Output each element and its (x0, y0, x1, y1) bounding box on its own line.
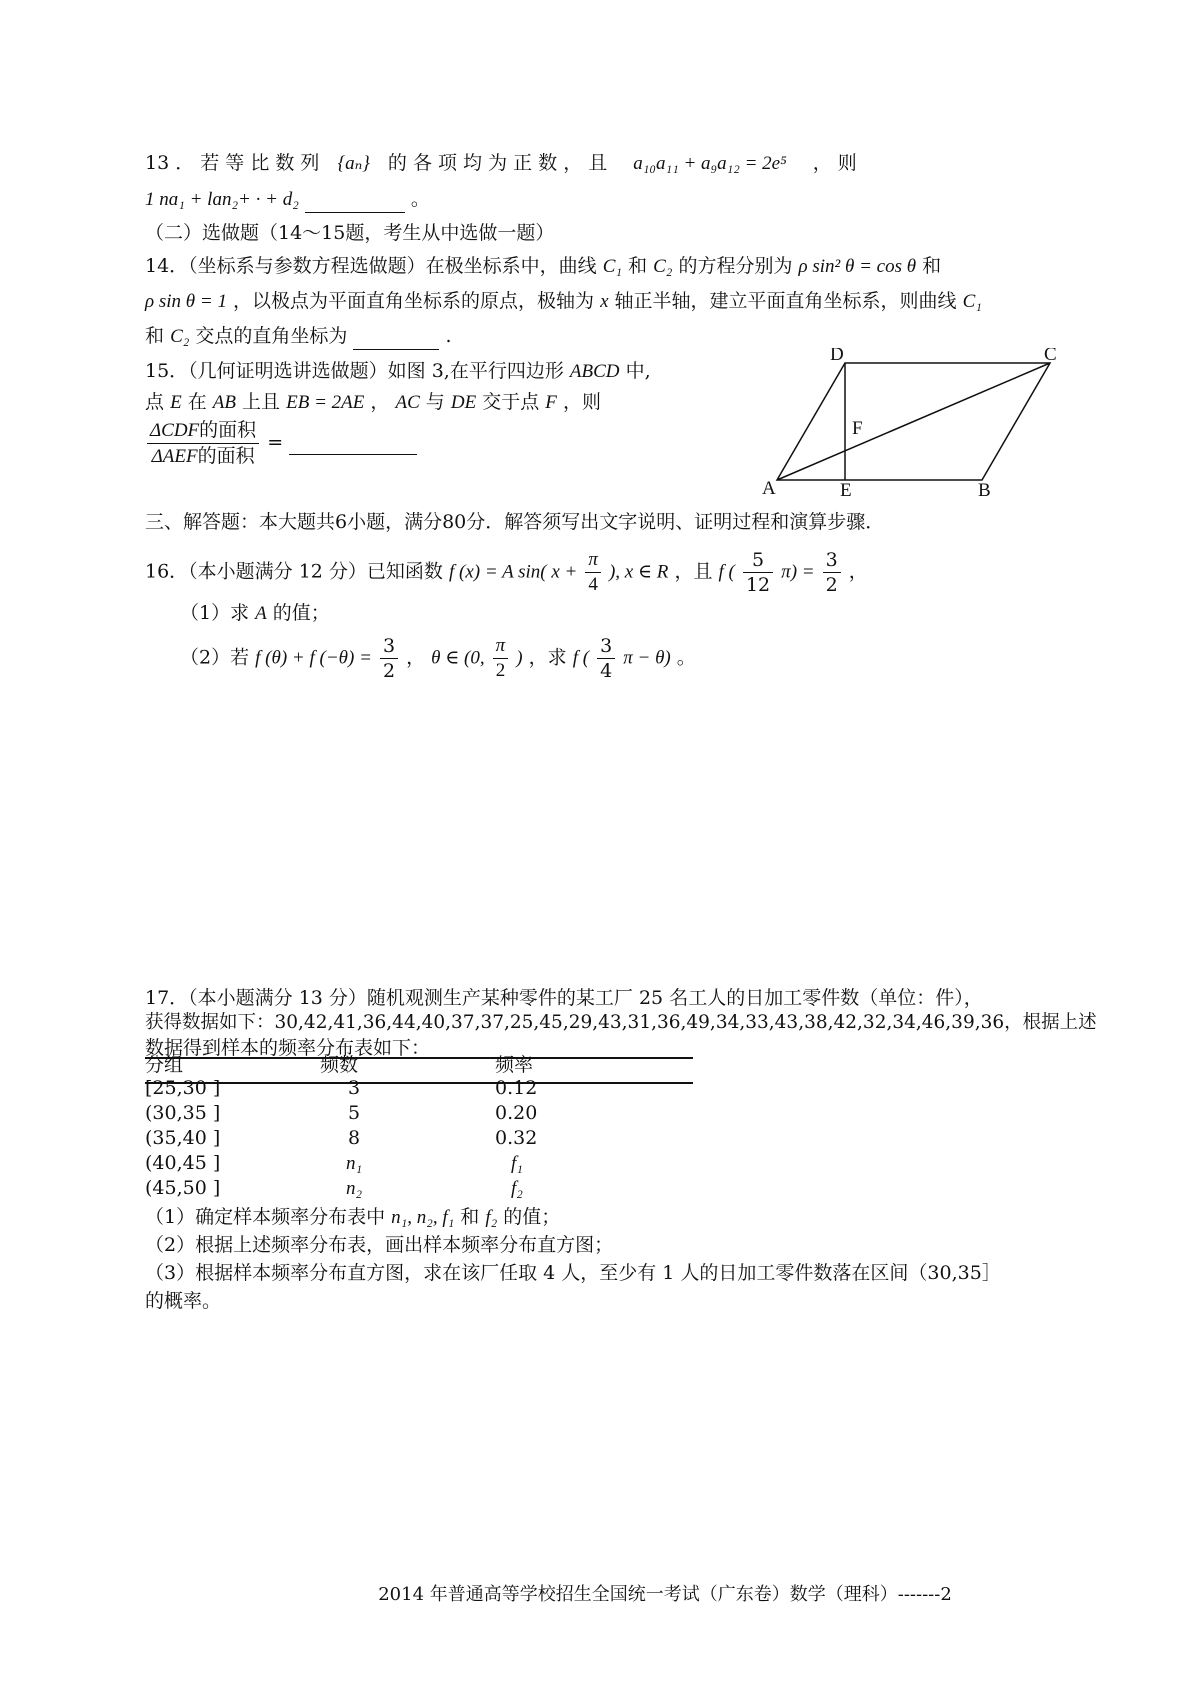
q15-line2: 点 E 在 AB 上且 EB = 2AE ， AC 与 DE 交于点 F ，则 (145, 391, 601, 413)
q16-line1: 16．（本小题满分 12 分）已知函数 f (x) = A sin( x + $\frac{\pi}{4}$ ), x ∈ R ，且 f ( $\frac{5}{12}$ π) = $\frac{3}{2}$ ， (145, 549, 868, 596)
q13-expression: 1 nɑ₁ + lɑn₂+ · + d₂ (145, 189, 299, 210)
q17-part3-cont: 的概率。 (145, 1290, 222, 1312)
page-footer: 2014 年普通高等学校招生全国统一考试（广东卷）数学（理科）-------2 (378, 1584, 952, 1605)
label-d: D (830, 348, 844, 365)
q13-line1: 13 ． 若 等 比 数 列 {aₙ} 的 各 项 均 为 正 数 ， 且 a₁₀a₁₁ + a₉a₁₂ = 2e⁵ ， 则 (145, 152, 857, 174)
header-group: 分组 (145, 1054, 184, 1076)
label-c: C (1044, 348, 1057, 365)
frequency-table (145, 1054, 693, 1201)
q14-line2: ρ sin θ = 1 ，以极点为平面直角坐标系的原点，极轴为 x 轴正半轴，建立平面直角坐标系，则曲线 C₁ (145, 290, 982, 312)
section-optional-heading: （二）选做题（14～15题，考生从中选做一题） (145, 222, 555, 244)
q17-line3: 数据得到样本的频率分布表如下： (145, 1037, 431, 1059)
q15-ratio: $\frac{\text{ΔCDF的面积}}{\text{ΔAEF的面积}}$ = (145, 418, 417, 469)
parallelogram-figure (760, 348, 1060, 500)
label-b: B (978, 480, 991, 500)
q17-part3: （3）根据样本频率分布直方图，求在该厂任取 4 人，至少有 1 人的日加工零件数落在区间（30,35］ (145, 1262, 1001, 1284)
q14-line3: 和 C₂ 交点的直角坐标为 . (145, 323, 452, 350)
area-ratio-fraction: $\frac{\text{ΔCDF的面积}}{\text{ΔAEF的面积}}$ (147, 418, 259, 469)
table-row: (30,35 ] 5 0.20 (145, 1102, 538, 1124)
section3-heading: 三、解答题：本大题共6小题，满分80分．解答须写出文字说明、证明过程和演算步骤． (145, 511, 885, 533)
table-row: (35,40 ] 8 0.32 (145, 1127, 538, 1149)
header-frequency: 频率 (495, 1054, 534, 1076)
label-a: A (762, 478, 776, 499)
table-row: (40,45 ] n₁ f₁ (145, 1152, 523, 1174)
q14-equation-2: ρ sin θ = 1 (145, 291, 227, 312)
q13-condition: a₁₀a₁₁ + a₉a₁₂ = 2e⁵ (633, 153, 787, 174)
q17-part1: （1）确定样本频率分布表中 n₁, n₂, f₁ 和 f₂ 的值； (145, 1206, 561, 1228)
q16-part2: （2）若 f (θ) + f (−θ) = $\frac{3}{2}$ ， θ ∈ (0, $\frac{\pi}{2}$ ) ，求 f ( $\frac{3}{4}$ π − θ) 。 (180, 635, 696, 682)
q17-line2: 获得数据如下：30,42,41,36,44,40,37,37,25,45,29,43,31,36,49,34,33,43,38,42,32,34,46,39,36，根据上述 (145, 1012, 1097, 1033)
table-row: (45,50 ] n₂ f₂ (145, 1177, 523, 1199)
q13-answer-blank (305, 186, 405, 213)
q16-part1: （1）求 A 的值； (180, 602, 330, 624)
table-row: [25,30 ] 3 0.12 (145, 1077, 538, 1099)
table-header-rule (145, 1082, 693, 1084)
sequence-symbol: {aₙ} (337, 153, 370, 174)
q14-line1: 14．（坐标系与参数方程选做题）在极坐标系中，曲线 C₁ 和 C₂ 的方程分别为 ρ sin² θ = cos θ 和 (145, 255, 942, 277)
header-count: 频数 (320, 1054, 359, 1076)
q14-equation-1: ρ sin² θ = cos θ (798, 256, 917, 277)
diagonal-ac (777, 363, 1050, 480)
table-header-row (145, 1054, 693, 1076)
q17-part2: （2）根据上述频率分布表，画出样本频率分布直方图； (145, 1234, 614, 1256)
q15-line1: 15．（几何证明选讲选做题）如图 3,在平行四边形 ABCD 中, (145, 360, 651, 382)
label-f: F (852, 418, 863, 439)
q17-line1: 17．（本小题满分 13 分）随机观测生产某种零件的某工厂 25 名工人的日加工零件数（单位：件）， (145, 987, 983, 1009)
label-e: E (840, 480, 852, 500)
q14-answer-blank (353, 323, 439, 350)
q13-line2: 1 nɑ₁ + lɑn₂+ · + d₂ 。 (145, 186, 430, 213)
q15-answer-blank (289, 432, 417, 455)
